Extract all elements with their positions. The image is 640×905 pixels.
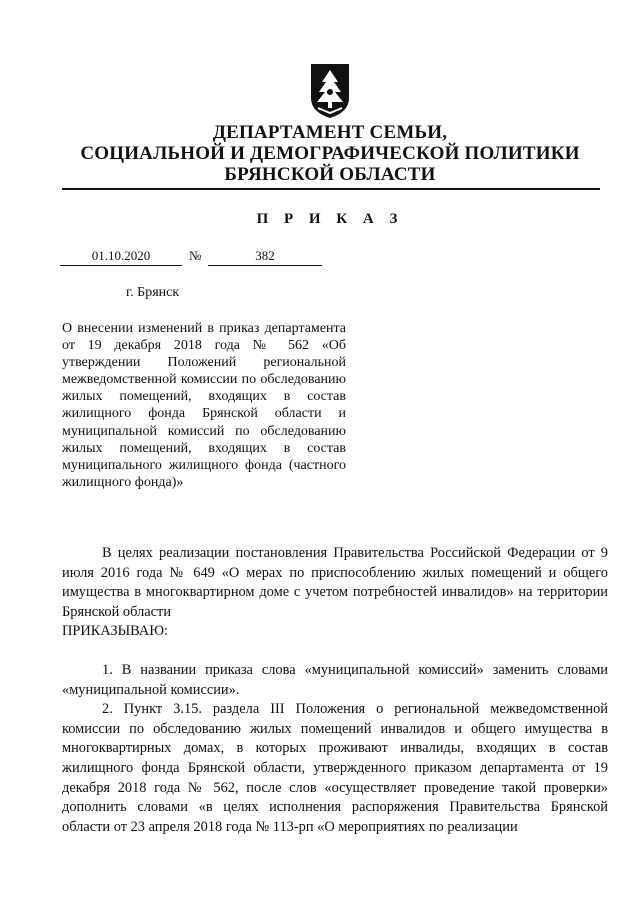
- order-word: ПРИКАЗЫВАЮ:: [62, 623, 169, 640]
- org-line-1: ДЕПАРТАМЕНТ СЕМЬИ,: [212, 122, 448, 143]
- number-sign: №: [189, 248, 202, 263]
- order-date: 01.10.2020: [60, 248, 182, 266]
- order-number: 382: [208, 248, 322, 266]
- preamble: В целях реализации постановления Правительства Российской Федерации от 9 июля 2016 года № 649 «О мерах по приспособлению жилых помещений и общего имущества в многоквартирном доме с учетом потребностей инвалидов» на территории Брянской области: [62, 545, 608, 620]
- header-divider: [62, 188, 600, 190]
- order-subject: О внесении изменений в приказ департамента от 19 декабря 2018 года № 562 «Об утверждении Положений региональной межведомственной комиссии по обследованию жилых помещений, входящих в состав жилищного фонда Брянской области и муниципальной комиссий по обследованию жилых помещений, входящих в состав муниципального жилищного фонда (частного жилищного фонда)»: [62, 321, 346, 490]
- document-type: П Р И К А З: [256, 211, 404, 227]
- order-item-1: 1. В названии приказа слова «муниципальной комиссий» заменить словами «муниципальной комиссии».: [62, 661, 608, 698]
- order-body: [62, 544, 608, 837]
- order-item-2: 2. Пункт 3.15. раздела III Положения о региональной межведомственной комиссии по обследованию жилых помещений инвалидов и общего имущества в многоквартирных домах, в которых проживают инвалиды, входящих в состав жилищного фонда Брянской области, утвержденного приказом департамента от 19 декабря 2018 года № 562, после слов «осуществляет проведение такой проверки» дополнить словами «в целях исполнения распоряжения Правительства Брянской области от 23 апреля 2018 года № 113-рп «О мероприятиях по реализации: [62, 701, 608, 835]
- org-line-3: БРЯНСКОЙ ОБЛАСТИ: [224, 164, 436, 185]
- organization-header: [60, 122, 600, 185]
- org-line-2: СОЦИАЛЬНОЙ И ДЕМОГРАФИЧЕСКОЙ ПОЛИТИКИ: [80, 143, 580, 164]
- city: г. Брянск: [126, 285, 180, 300]
- coat-of-arms-icon: [305, 60, 355, 120]
